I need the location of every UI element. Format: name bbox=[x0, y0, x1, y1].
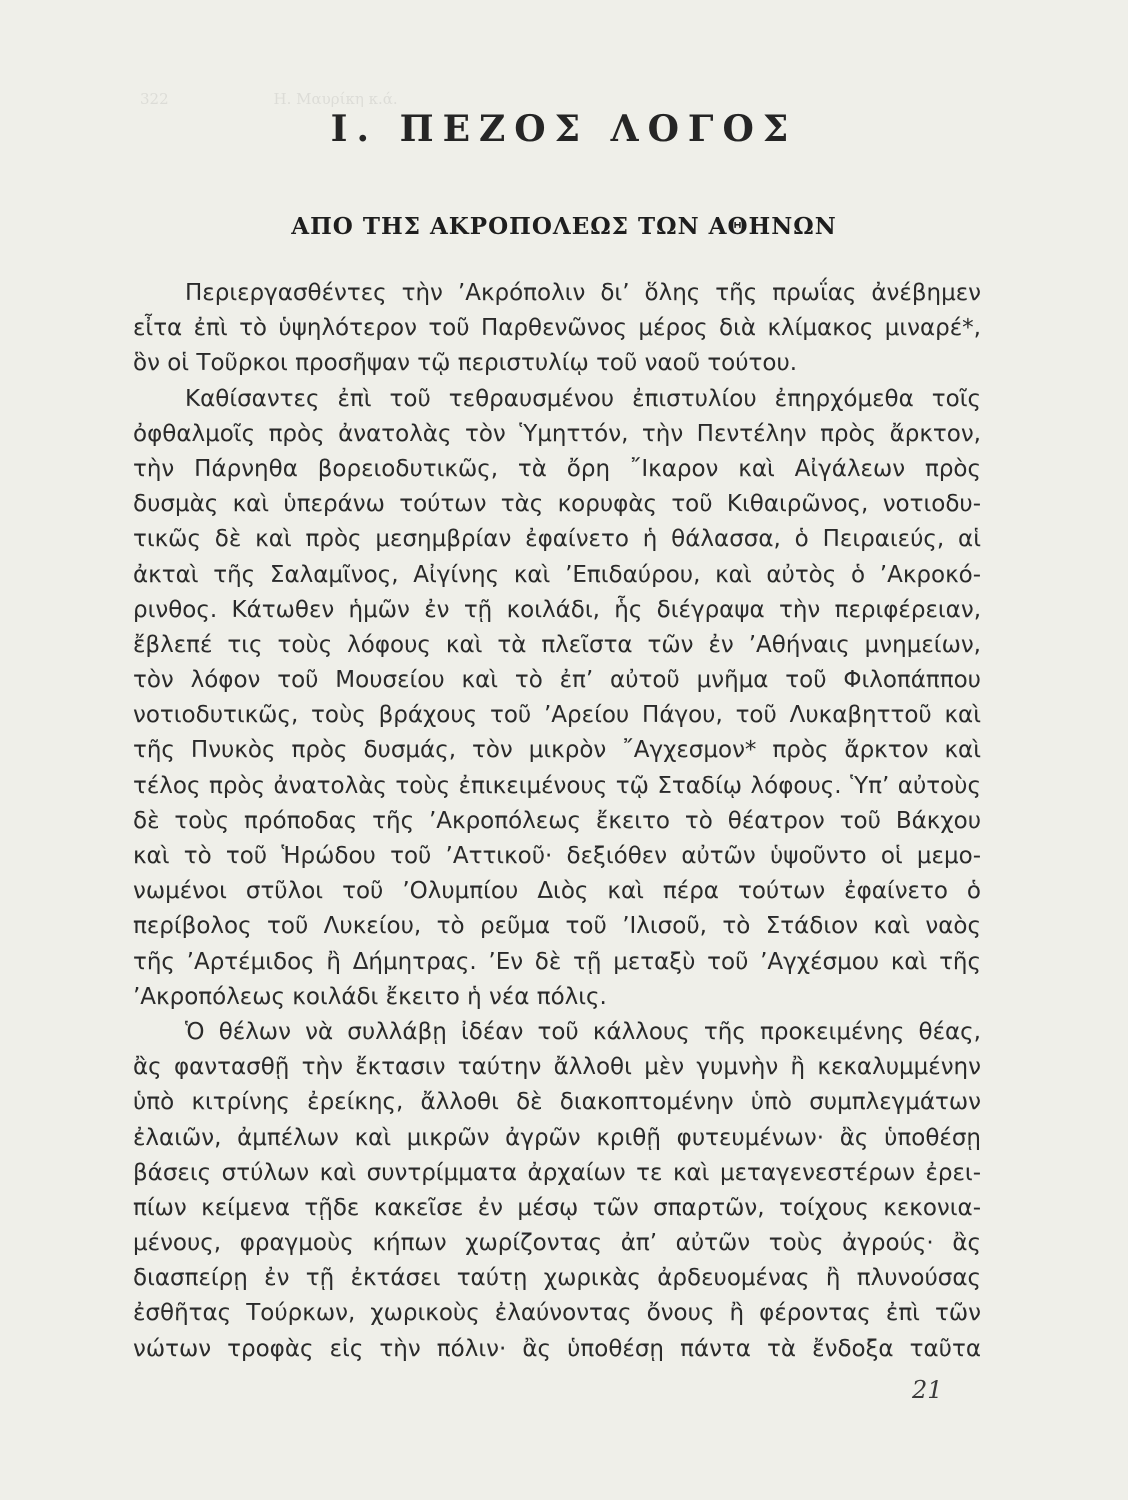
text-line: περίβολος τοῦ Λυκείου, τὸ ρεῦμα τοῦ ’Ιλισοῦ, τὸ Στάδιον καὶ ναὸς bbox=[133, 913, 981, 940]
text-line: τὸν λόφον τοῦ Μουσείου καὶ τὸ ἐπ’ αὐτοῦ μνῆμα τοῦ Φιλοπάππου bbox=[133, 667, 981, 694]
text-line: τῆς ’Αρτέμιδος ἢ Δήμητρας. ’Εν δὲ τῇ μεταξὺ τοῦ ’Αγχέσμου καὶ τῆς bbox=[133, 948, 981, 975]
text-line: νοτιοδυτικῶς, τοὺς βράχους τοῦ ’Αρείου Πάγου, τοῦ Λυκαβηττοῦ καὶ bbox=[133, 702, 981, 729]
article-title: ΑΠΟ ΤΗΣ ΑΚΡΟΠΟΛΕΩΣ ΤΩΝ ΑΘΗΝΩΝ bbox=[291, 213, 837, 240]
body-text bbox=[133, 276, 981, 1367]
text-line: ὃν οἱ Τοῦρκοι προσῆψαν τῷ περιστυλίῳ τοῦ ναοῦ τούτου. bbox=[133, 350, 798, 377]
text-line: ἔβλεπέ τις τοὺς λόφους καὶ τὰ πλεῖστα τῶν ἐν ’Αθήναις μνημείων, bbox=[133, 631, 981, 658]
text-line: διασπείρῃ ἐν τῇ ἐκτάσει ταύτῃ χωρικὰς ἀρδευομένας ἢ πλυνούσας bbox=[133, 1265, 981, 1292]
text-line: νωμένοι στῦλοι τοῦ ’Ολυμπίου Διὸς καὶ πέρα τούτων ἐφαίνετο ὁ bbox=[133, 878, 981, 905]
text-line: ἐλαιῶν, ἀμπέλων καὶ μικρῶν ἀγρῶν κριθῇ φυτευμένων· ἂς ὑποθέσῃ bbox=[133, 1124, 981, 1151]
text-line: ’Ακροπόλεως κοιλάδι ἔκειτο ἡ νέα πόλις. bbox=[133, 983, 607, 1010]
text-line: νώτων τροφὰς εἰς τὴν πόλιν· ἂς ὑποθέσῃ πάντα τὰ ἔνδοξα ταῦτα bbox=[133, 1335, 981, 1362]
page-number: 21 bbox=[912, 1376, 943, 1404]
text-line: ἐσθῆτας Τούρκων, χωρικοὺς ἐλαύνοντας ὄνους ἢ φέροντας ἐπὶ τῶν bbox=[133, 1300, 981, 1327]
text-line: τέλος πρὸς ἀνατολὰς τοὺς ἐπικειμένους τῷ Σταδίῳ λόφους. Ὑπ’ αὐτοὺς bbox=[133, 772, 981, 799]
text-line: ἂς φαντασθῇ τὴν ἔκτασιν ταύτην ἄλλοθι μὲν γυμνὴν ἢ κεκαλυμμένην bbox=[133, 1054, 981, 1081]
text-line: ὀφθαλμοῖς πρὸς ἀνατολὰς τὸν Ὑμηττόν, τὴν Πεντέλην πρὸς ἄρκτον, bbox=[133, 420, 981, 447]
text-line: εἶτα ἐπὶ τὸ ὑψηλότερον τοῦ Παρθενῶνος μέρος διὰ κλίμακος μιναρέ*, bbox=[133, 315, 981, 342]
text-line: μένους, φραγμοὺς κήπων χωρίζοντας ἀπ’ αὐτῶν τοὺς ἀγρούς· ἂς bbox=[133, 1230, 981, 1257]
text-line: Καθίσαντες ἐπὶ τοῦ τεθραυσμένου ἐπιστυλίου ἐπηρχόμεθα τοῖς bbox=[185, 385, 981, 412]
bleed-through-header: 322 Η. Μαυρίκη κ.ά. bbox=[140, 90, 398, 108]
text-line: δὲ τοὺς πρόποδας τῆς ’Ακροπόλεως ἔκειτο τὸ θέατρον τοῦ Βάκχου bbox=[133, 807, 981, 834]
text-line: ὑπὸ κιτρίνης ἐρείκης, ἄλλοθι δὲ διακοπτομένην ὑπὸ συμπλεγμάτων bbox=[133, 1089, 981, 1116]
text-line: τῆς Πνυκὸς πρὸς δυσμάς, τὸν μικρὸν ῎Αγχεσμον* πρὸς ἄρκτον καὶ bbox=[133, 737, 981, 764]
text-line: δυσμὰς καὶ ὑπεράνω τούτων τὰς κορυφὰς τοῦ Κιθαιρῶνος, νοτιοδυ- bbox=[133, 491, 981, 518]
text-line: καὶ τὸ τοῦ Ἡρώδου τοῦ ’Αττικοῦ· δεξιόθεν αὐτῶν ὑψοῦντο οἱ μεμο- bbox=[133, 843, 981, 869]
text-line: ἀκταὶ τῆς Σαλαμῖνος, Αἰγίνης καὶ ’Επιδαύρου, καὶ αὐτὸς ὁ ’Ακροκό- bbox=[133, 561, 981, 588]
section-title: Ι. ΠΕΖΟΣ ΛΟΓΟΣ bbox=[330, 108, 798, 150]
text-line: τικῶς δὲ καὶ πρὸς μεσημβρίαν ἐφαίνετο ἡ θάλασσα, ὁ Πειραιεύς, αἱ bbox=[133, 526, 981, 553]
text-line: βάσεις στύλων καὶ συντρίμματα ἀρχαίων τε καὶ μεταγενεστέρων ἐρει- bbox=[133, 1159, 981, 1186]
text-line: ρινθος. Κάτωθεν ἡμῶν ἐν τῇ κοιλάδι, ἧς διέγραψα τὴν περιφέρειαν, bbox=[133, 596, 981, 623]
text-line: Περιεργασθέντες τὴν ’Ακρόπολιν δι’ ὅλης τῆς πρωΐας ἀνέβημεν bbox=[185, 280, 981, 306]
text-line: πίων κείμενα τῇδε κακεῖσε ἐν μέσῳ τῶν σπαρτῶν, τοίχους κεκονια- bbox=[133, 1194, 981, 1221]
text-line: Ὁ θέλων νὰ συλλάβῃ ἰδέαν τοῦ κάλλους τῆς προκειμένης θέας, bbox=[185, 1018, 981, 1045]
text-line: τὴν Πάρνηθα βορειοδυτικῶς, τὰ ὄρη ῎Ικαρον καὶ Αἰγάλεων πρὸς bbox=[133, 455, 981, 482]
